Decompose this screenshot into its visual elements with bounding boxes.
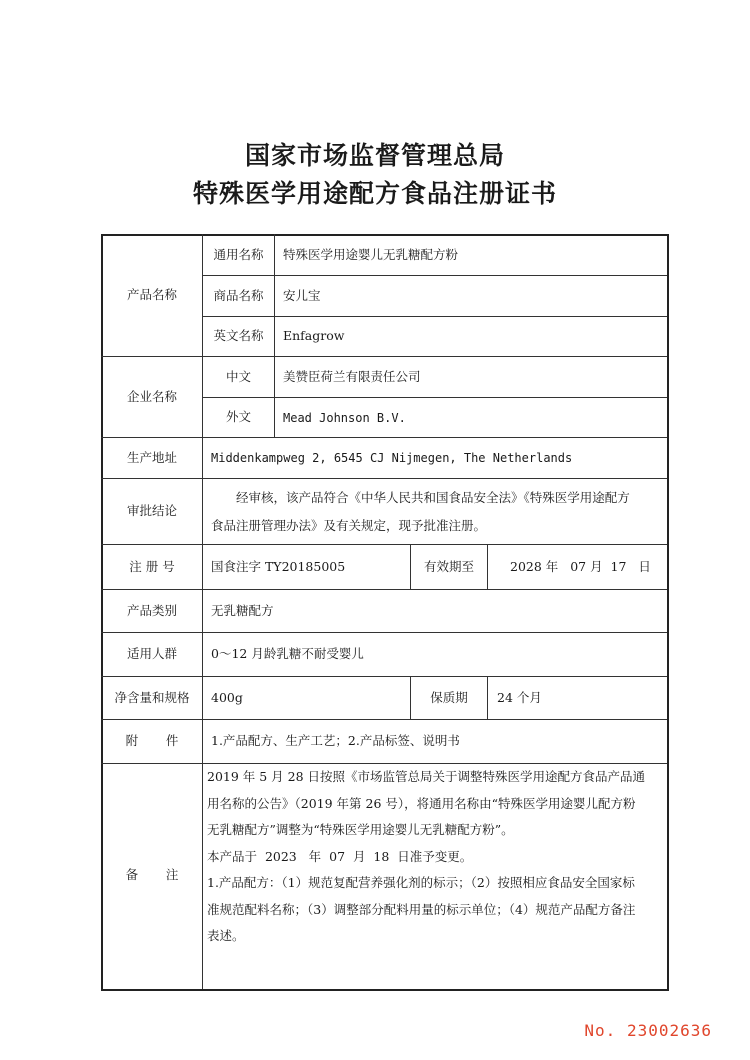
enterprise-foreign-value: Mead Johnson B.V. bbox=[283, 410, 406, 425]
approval-line-2: 食品注册管理办法》及有关规定，现予批准注册。 bbox=[211, 518, 487, 533]
validity-value: 2028 年 07 月 17 日 bbox=[510, 558, 651, 574]
approval-label: 审批结论 bbox=[126, 503, 177, 519]
category-label: 产品类别 bbox=[126, 602, 177, 618]
remarks-line: 准规范配料名称；（3）调整部分配料用量的标示单位；（4）规范产品配方备注 bbox=[207, 901, 636, 917]
population-value: 0～12 月龄乳糖不耐受婴儿 bbox=[211, 646, 364, 662]
category-value: 无乳糖配方 bbox=[211, 602, 274, 618]
english-name-label: 英文名称 bbox=[213, 328, 264, 344]
remarks-line: 表述。 bbox=[207, 928, 245, 943]
remarks-line: 无乳糖配方”调整为“特殊医学用途婴儿无乳糖配方粉”。 bbox=[207, 822, 514, 837]
shelf-life-label: 保质期 bbox=[430, 689, 468, 705]
certificate-title: 特殊医学用途配方食品注册证书 bbox=[192, 179, 557, 208]
enterprise-cn-value: 美赞臣荷兰有限责任公司 bbox=[283, 368, 421, 384]
attachments-label: 附 件 bbox=[125, 733, 179, 749]
enterprise-cn-label: 中文 bbox=[225, 368, 251, 384]
address-label: 生产地址 bbox=[126, 449, 177, 465]
general-name-value: 特殊医学用途婴儿无乳糖配方粉 bbox=[283, 246, 459, 262]
attachments-value: 1.产品配方、生产工艺；2.产品标签、说明书 bbox=[211, 733, 460, 749]
issuer-title: 国家市场监督管理总局 bbox=[244, 141, 505, 170]
validity-label: 有效期至 bbox=[423, 558, 474, 574]
remarks-line: 用名称的公告》（2019 年第 26 号），将通用名称由“特殊医学用途婴儿配方粉 bbox=[207, 795, 636, 811]
registration-label: 注 册 号 bbox=[129, 558, 175, 574]
remarks-line: 2019 年 5 月 28 日按照《市场监管总局关于调整特殊医学用途配方食品产品通 bbox=[207, 769, 646, 784]
enterprise-name-label: 企业名称 bbox=[126, 388, 177, 404]
remarks-label: 备 注 bbox=[125, 867, 179, 883]
enterprise-foreign-label: 外文 bbox=[225, 409, 251, 425]
remarks-text bbox=[207, 764, 645, 950]
brand-name-value: 安儿宝 bbox=[283, 287, 321, 303]
population-label: 适用人群 bbox=[126, 646, 177, 662]
product-name-label: 产品名称 bbox=[126, 286, 177, 302]
address-value: Middenkampweg 2, 6545 CJ Nijmegen, The Netherlands bbox=[211, 451, 573, 465]
brand-name-label: 商品名称 bbox=[213, 287, 264, 303]
net-content-value: 400g bbox=[211, 689, 243, 705]
registration-value: 国食注字 TY20185005 bbox=[211, 558, 346, 574]
approval-line-1: 经审核，该产品符合《中华人民共和国食品安全法》《特殊医学用途配方 bbox=[236, 490, 630, 505]
remarks-line: 1.产品配方：（1）规范复配营养强化剂的标示；（2）按照相应食品安全国家标 bbox=[207, 875, 635, 890]
general-name-label: 通用名称 bbox=[213, 246, 264, 262]
serial-number: No. 23002636 bbox=[584, 1021, 712, 1040]
net-content-label: 净含量和规格 bbox=[114, 689, 190, 705]
shelf-life-value: 24 个月 bbox=[497, 689, 542, 705]
english-name-value: Enfagrow bbox=[283, 328, 345, 344]
remarks-line: 本产品于 2023 年 07 月 18 日准予变更。 bbox=[207, 848, 473, 864]
